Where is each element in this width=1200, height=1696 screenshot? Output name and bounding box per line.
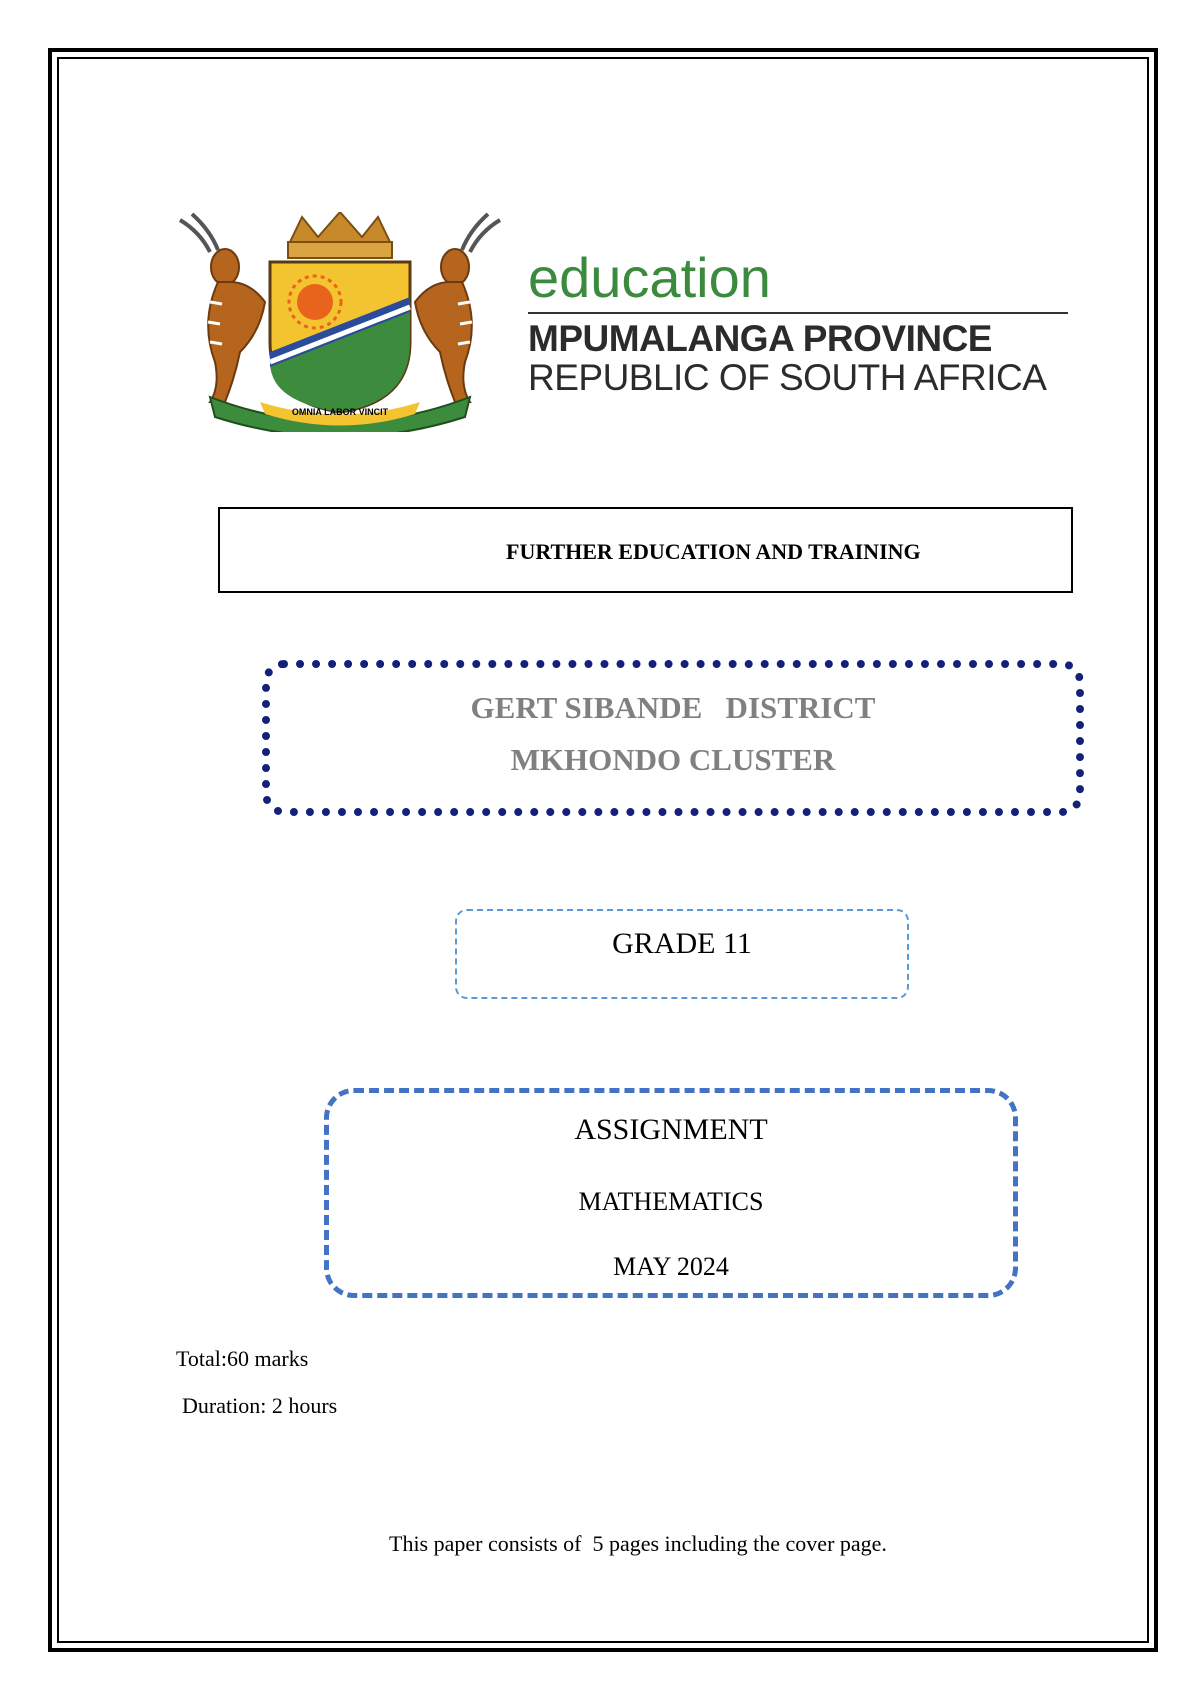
fet-header-box (218, 507, 1073, 593)
shield-icon (270, 262, 410, 412)
exam-date: MAY 2024 (613, 1252, 729, 1281)
logo-divider (528, 312, 1068, 314)
total-marks: Total:60 marks (176, 1346, 309, 1371)
page-count-note: This paper consists of 5 pages including the cover page. (389, 1531, 887, 1556)
motto-text: OMNIA LABOR VINCIT (291, 407, 389, 417)
assignment-box (324, 1088, 1018, 1298)
left-antelope-icon (180, 214, 265, 402)
grade-box (455, 909, 909, 999)
education-logo (528, 246, 1088, 398)
crown-icon (288, 212, 392, 258)
coat-of-arms-icon (170, 212, 510, 432)
district-box (262, 660, 1084, 816)
subject-name: MATHEMATICS (578, 1187, 764, 1216)
grade-label: GRADE 11 (612, 927, 752, 960)
logo-republic-name: REPUBLIC OF SOUTH AFRICA (528, 357, 1047, 398)
logo-education-word: education (528, 246, 771, 309)
district-name: GERT SIBANDE DISTRICT (470, 690, 876, 725)
cluster-name: MKHONDO CLUSTER (510, 742, 836, 777)
duration: Duration: 2 hours (182, 1393, 338, 1418)
fet-label: FURTHER EDUCATION AND TRAINING (506, 539, 921, 564)
right-antelope-icon (415, 214, 500, 402)
assignment-type: ASSIGNMENT (574, 1113, 768, 1146)
logo-province-name: MPUMALANGA PROVINCE (528, 318, 992, 359)
